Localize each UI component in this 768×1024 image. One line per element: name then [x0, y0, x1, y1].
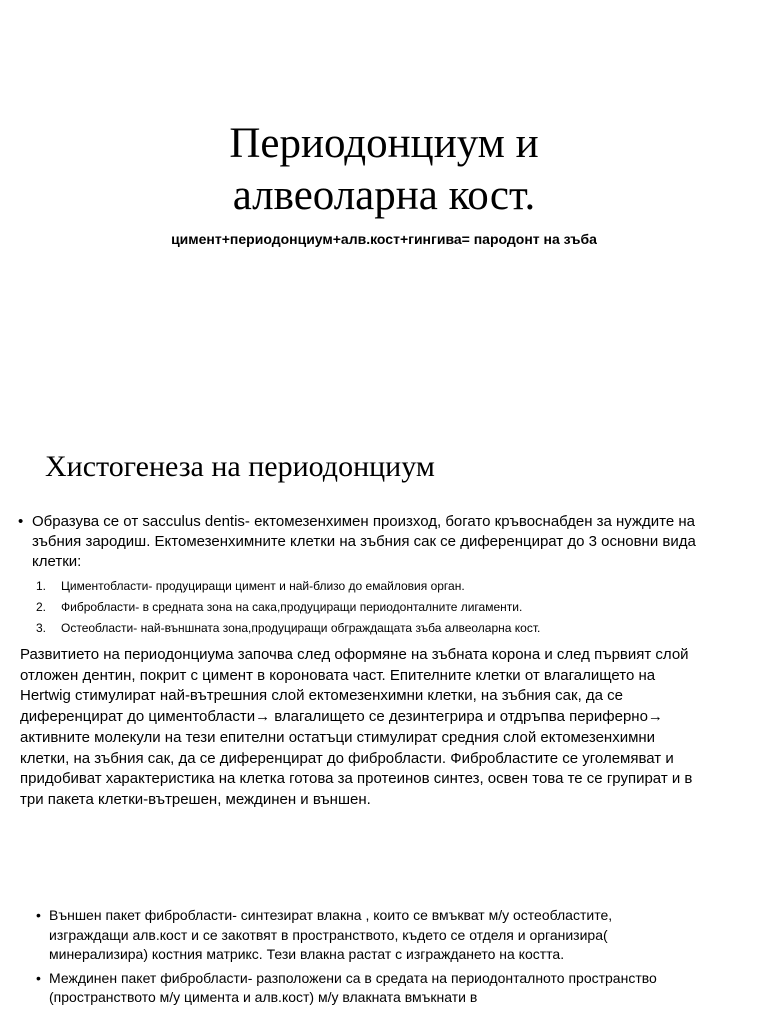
bullet-list	[18, 512, 698, 639]
numbered-item	[18, 597, 698, 618]
bullet-dot-icon: •	[18, 513, 24, 530]
item-text: Остеобласти- най-външната зона,продуциращи обграждащата зъба алвеоларна кост.	[61, 621, 541, 635]
item-text: Фибробласти- в средната зона на сака,продуциращи периодонталните лигаменти.	[61, 600, 523, 614]
slide-main-title	[0, 118, 768, 222]
item-number: 1.	[36, 579, 47, 593]
bullet-item	[18, 512, 698, 572]
item-number: 2.	[36, 600, 47, 614]
slide-histogenesis	[0, 430, 768, 870]
bullet-list	[36, 906, 676, 1012]
bullet-item	[36, 969, 676, 1008]
bullet-dot-icon: •	[36, 907, 41, 923]
slide-heading: Хистогенеза на периодонциум	[45, 450, 435, 483]
bullet-text: Междинен пакет фибробласти- разположени са в средата на периодонталното пространство (пространството м/у цимента и алв.кост) м/у влакната вмъкнати в	[49, 969, 657, 1005]
bullet-item	[36, 906, 676, 965]
title-line-1: Периодонциум и	[229, 120, 539, 167]
slide-title	[0, 0, 768, 420]
slide-fibroblast-packets	[0, 880, 768, 1024]
slide-subtitle: цимент+периодонциум+алв.кост+гингива= пародонт на зъба	[171, 231, 597, 247]
title-line-2: алвеоларна кост.	[232, 172, 536, 219]
bullet-text: Външен пакет фибробласти- синтезират влакна , които се вмъкват м/у остеобластите, изграждащи алв.кост и се закотвят в пространството, където се отделя и организира( минерализира) костния матрикс. Тези влакна растат с изграждането на костта.	[49, 907, 613, 962]
development-paragraph: Развитието на периодонциума започва след оформяне на зъбната корона и след първият слой отложен дентин, покрит с цимент в короновата част. Епителните клетки от влагалището на Hertwig стимулират най-вътрешния слой ектомезенхимни клетки, на зъбния сак, да се диференцират до циментобласти→ влагалището се дезинтегрира и отдръпва периферно→ активните молекули на тези епителни остатъци стимулират средния слой ектомезенхимни клетки, на зъбния сак, да се диференцират до фибробласти. Фибробластите се уголемяват и придобиват характеристика на клетка готова за протеинов синтез, освен това те се групират и в три пакета клетки-вътрешен, междинен и външен.	[20, 646, 693, 808]
numbered-list	[18, 576, 698, 639]
numbered-item	[18, 576, 698, 597]
item-number: 3.	[36, 621, 47, 635]
numbered-item	[18, 618, 698, 639]
bullet-dot-icon: •	[36, 969, 41, 986]
item-text: Циментобласти- продуциращи цимент и най-близо до емайловия орган.	[61, 579, 465, 593]
bullet-text: Образува се от sacculus dentis- ектомезенхимен произход, богато кръвоснабден за нуждите на зъбния зародиш. Ектомезенхимните клетки на зъбния сак се диференцират до 3 основни вида клетки:	[32, 513, 696, 570]
